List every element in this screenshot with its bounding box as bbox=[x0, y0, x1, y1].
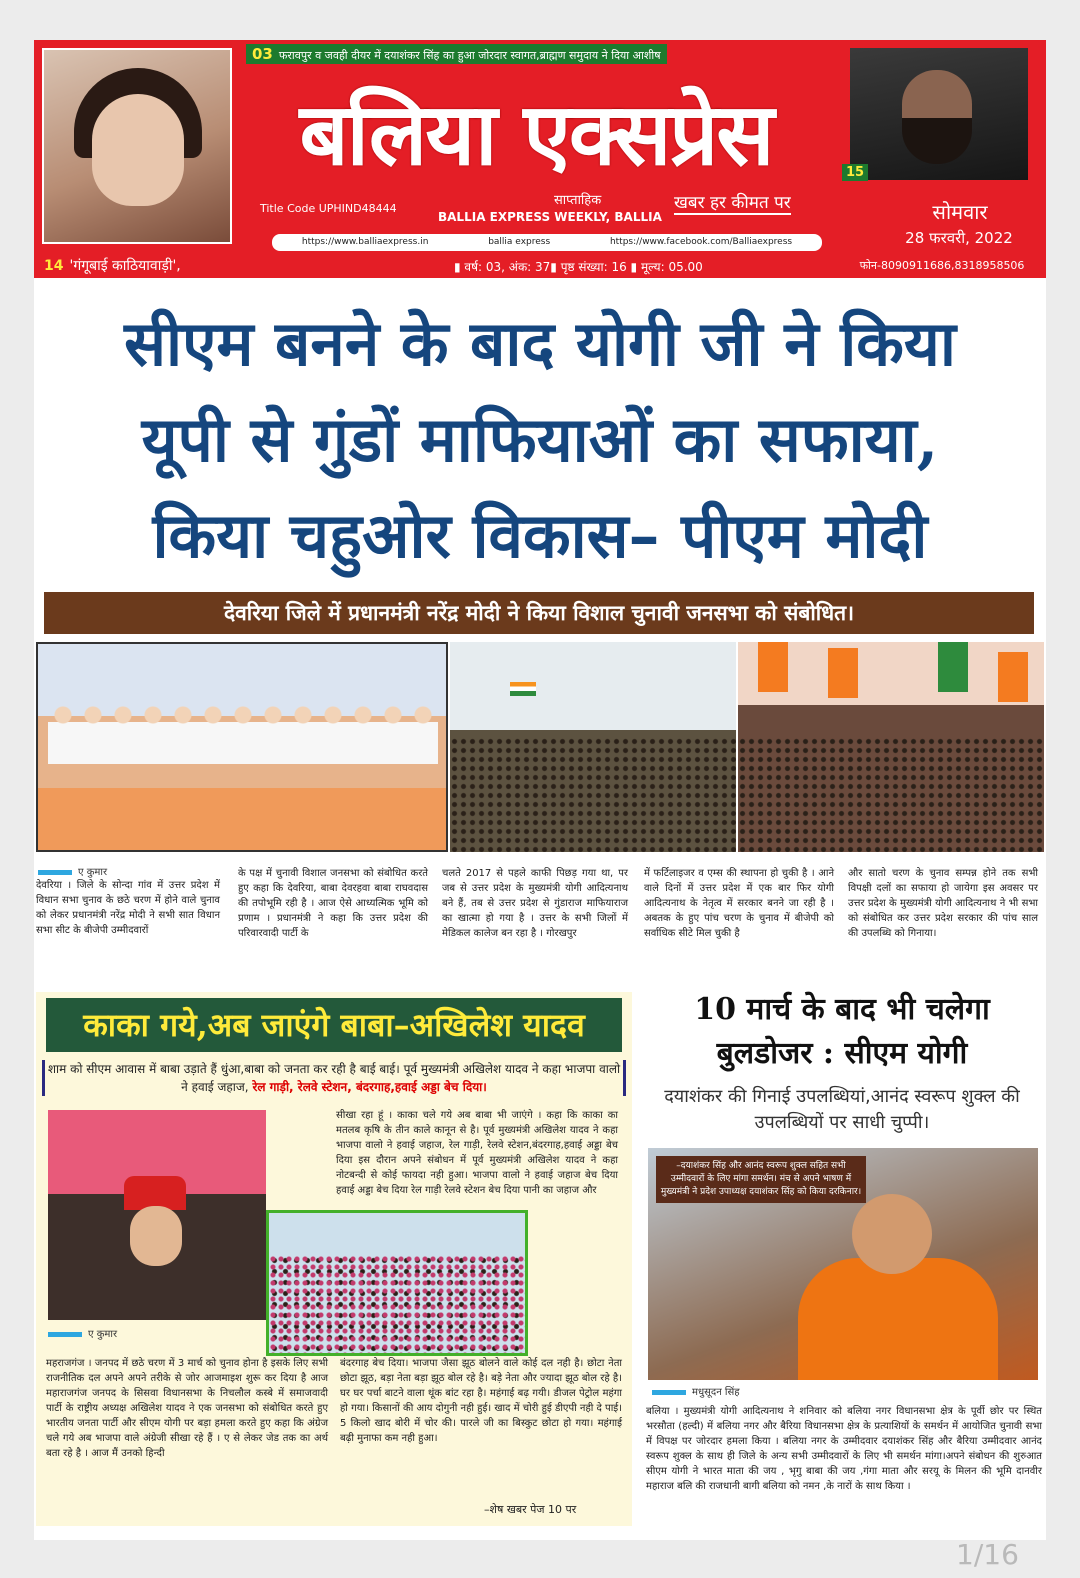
yogi-byline bbox=[652, 1384, 740, 1398]
english-name: BALLIA EXPRESS WEEKLY, BALLIA bbox=[438, 210, 662, 224]
akhilesh-column-left: महराजगंज । जनपद में छठे चरण में 3 मार्च को चुनाव होना है इसके लिए सभी राजनीतिक दल अपने अपने तरीके से जोर आजमाइश शुरू कर दिया है आज महाराजगंज जनपद के सिसवा विधानसभा के निचलौल कस्बे में समाजवादी पार्टी के राष्ट्रीय अध्यक्ष अखिलेश यादव ने एक जनसभा को संबोधित करते हुए भारतीय जनता पार्टी और सीएम योगी पर बड़ा हमला करते हुए कहा कि अंग्रेज चले गये अब भाजपा वाले अंग्रेजी सीखा रहे हैं । ए से लेकर जेड तक का अर्थ बता रहे है । आज मैं उनको हिन्दी bbox=[46, 1358, 328, 1459]
left-caption-text: 'गंगूबाई काठियावाड़ी', bbox=[69, 258, 181, 274]
phone-numbers: फोन-8090911686,8318958506 bbox=[859, 259, 1025, 272]
byline-text: ए कुमार bbox=[78, 867, 108, 878]
issue-meta: ▮ वर्ष: 03, अंक: 37▮ पृष्ठ संख्या: 16 ▮ मूल्य: 05.00 bbox=[454, 260, 703, 274]
youtube-link[interactable]: ballia express bbox=[488, 237, 551, 247]
weekly-label: साप्ताहिक bbox=[554, 193, 602, 208]
newspaper-page bbox=[34, 40, 1046, 1540]
left-page-ref: 14 bbox=[44, 258, 64, 274]
left-photo-caption[interactable] bbox=[44, 256, 181, 275]
yogi-subhead: दयाशंकर की गिनाई उपलब्धियां,आनंद स्वरूप शुक्ल की उपलब्धियों पर साधी चुप्पी। bbox=[664, 1086, 1020, 1133]
akhilesh-headline: काका गये,अब जाएंगे बाबा–अखिलेश यादव bbox=[46, 998, 622, 1052]
issue-date: 28 फरवरी, 2022 bbox=[905, 229, 1013, 247]
byline-text: मधुसूदन सिंह bbox=[692, 1387, 740, 1398]
intro-highlight: रेल गाड़ी, रेलवे स्टेशन, बंदरगाह,हवाई अड्डा बेच दिया। bbox=[252, 1080, 487, 1094]
page-indicator: 1/16 bbox=[956, 1538, 1019, 1571]
photo-note: –दयाशंकर सिंह और आनंद स्वरूप शुक्ल सहित सभी उम्मीदवारों के लिए मांगा समर्थन। मंच से अपने भाषण में मुख्यमंत्री ने प्रदेश उपाध्यक्ष दयाशंकर सिंह को किया दरकिनार। bbox=[656, 1156, 866, 1203]
right-page-ref[interactable]: 15 bbox=[842, 164, 868, 181]
akhilesh-byline bbox=[48, 1326, 117, 1340]
rally-stage-photo bbox=[36, 642, 448, 852]
actress-photo bbox=[42, 48, 232, 244]
yogi-photo bbox=[648, 1148, 1038, 1380]
title-code: Title Code UPHIND48444 bbox=[260, 202, 397, 215]
rally-crowd-photo bbox=[450, 642, 736, 852]
akhilesh-column-right: बंदरगाह बेच दिया। भाजपा जैसा झूठ बोलने वाले कोई दल नही है। छोटा नेता छोटा झूठ, बड़ा नेता बड़ा झूठ बोल रहे है। बड़े नेता और ज्यादा झूठ बोल रहे है। घर घर पर्चा बाटने वाला थूंक बांट रहा है। महंगाई बढ़ गयी। डीजल पेट्रोल महंगा हो गया। किसानों की आय दोगुनी नही हुई। खाद में चोरी हुई डीएपी नही दे पाई। 5 किलो खाद बोरी में चोर की। पारले जी का बिस्कुट छोटा हो गया। महंगाई बढ़ी मुनाफा कम नही हुआ। bbox=[340, 1358, 622, 1444]
byline-text: ए कुमार bbox=[88, 1329, 118, 1340]
website-link[interactable]: https://www.balliaexpress.in bbox=[301, 237, 429, 247]
tagline: खबर हर कीमत पर bbox=[674, 190, 791, 215]
day-label: सोमवार bbox=[932, 200, 988, 224]
lead-column: में फर्टिलाइजर व एम्स की स्थापना हो चुकी है । आने वाले दिनों में उत्तर प्रदेश में एक बार फिर योगी आदित्यनाथ के नेतृत्व में सरकार बनने जा रही है । अबतक के हुए पांच चरण के चुनाव में बीजेपी को सर्वाधिक सीटे मिल चुकी है bbox=[644, 868, 834, 939]
lead-byline bbox=[38, 864, 107, 878]
akhilesh-column-top: सीखा रहा हूं । काका चले गये अब बाबा भी जाएंगे । कहा कि काका का मतलब कृषि के तीन काले कानून से है। पूर्व मुख्यमंत्री अखिलेश यादव ने कहा भाजपा वालो ने हवाई जहाज, रेल गाड़ी, रेलवे स्टेशन,बंदरगाह,हवाई अड्डा बेच दिया इस दौरान अपने संबोधन में पूर्व मुख्यमंत्री अखिलेश यादव ने कहा नोटबन्दी से कोई फायदा नही हुआ। भाजपा वालो ने हवाई जहाज बेच दिया हवाई अड्डा बेच दिया रेल गाड़ी रेलवे स्टेशन बेच दिया पानी का जहाज और bbox=[336, 1110, 618, 1196]
headline-line: यूपी से गुंडों माफियाओं का सफाया, bbox=[141, 403, 939, 476]
akhilesh-photo bbox=[48, 1110, 266, 1320]
sp-rally-photo bbox=[266, 1210, 528, 1356]
continued-note[interactable]: –शेष खबर पेज 10 पर bbox=[484, 1503, 577, 1516]
headline-line: सीएम बनने के बाद योगी जी ने किया bbox=[124, 307, 956, 380]
supporters-photo bbox=[738, 642, 1044, 852]
lead-column: और सातो चरण के चुनाव सम्पन्न होने तक सभी विपक्षी दलों का सफाया हो जायेगा इस अवसर पर उत्तर प्रदेश के मुख्यमंत्री योगी आदित्यनाथ ने भी सभा को संबोधित कर उत्तर प्रदेश सरकार की पांच साल की उपलब्धि को गिनाया। bbox=[848, 868, 1038, 939]
facebook-link[interactable]: https://www.facebook.com/Balliaexpress bbox=[609, 237, 793, 247]
link-bar bbox=[272, 234, 822, 251]
lead-column: देवरिया । जिले के सोन्दा गांव में उत्तर प्रदेश में विधान सभा चुनाव के छठे चरण में होने वाले चुनाव को लेकर प्रधानमंत्री नरेंद्र मोदी ने सभी सात विधान सभा सीट के बीजेपी उम्मीदवारों bbox=[36, 880, 220, 936]
lead-column: चलते 2017 से पहले काफी पिछड़ गया था, पर जब से उत्तर प्रदेश के मुख्यमंत्री योगी आदित्यनाथ बने हैं, तब से उत्तर प्रदेश से गुंडाराज माफियाराज का खात्मा हो गया है । उत्तर के सभी जिलों में मेडिकल कालेज बन रहा है । गोरखपुर bbox=[442, 868, 628, 939]
yogi-body: बलिया । मुख्यमंत्री योगी आदित्यनाथ ने शनिवार को बलिया नगर विधानसभा क्षेत्र के पूर्वी छोर पर स्थित भरसौता (हल्दी) में बलिया नगर और बैरिया विधानसभा क्षेत्र के प्रत्याशियों के समर्थन में आयोजित चुनावी सभा में विपक्ष पर जोरदार हमला किया । बलिया नगर के उम्मीदवार दयाशंकर सिंह और बैरिया उम्मीदवार आनंद स्वरूप शुक्ल के साथ ही जिले के अन्य सभी उम्मीदवारों के लिए भी समर्थन मांगा।अपने संबोधन की शुरुआत सीएम योगी ने भारत माता की जय , भृगु बाबा की जय ,गंगा माता और सरयू के मिलन की भूमि दानवीर महाराज बलि की राजधानी बागी बलिया को नमन ,के नारों के साथ किया । bbox=[646, 1406, 1042, 1492]
yogi-headline bbox=[640, 988, 1044, 1076]
headline-line: 10 मार्च के बाद भी चलेगा bbox=[694, 992, 990, 1027]
top-news-text: फरावपुर व जवही दीयर में दयाशंकर सिंह का हुआ जोरदार स्वागत,ब्राह्मण समुदाय ने दिया आशीष bbox=[278, 49, 661, 62]
lead-column: के पक्ष में चुनावी विशाल जनसभा को संबोधित करते हुए कहा कि देवरिया, बाबा देवरहवा बाबा राघवदास की तपोभूमि रही है । आज ऐसे आध्यत्मिक भूमि को प्रणाम । प्रधानमंत्री ने कहा कि उत्तर प्रदेश की परिवारवादी पार्टी के bbox=[238, 868, 428, 939]
edition-number: 03 bbox=[252, 45, 273, 63]
lead-subhead: देवरिया जिले में प्रधानमंत्री नरेंद्र मोदी ने किया विशाल चुनावी जनसभा को संबोधित। bbox=[44, 592, 1034, 634]
akhilesh-intro bbox=[42, 1060, 626, 1096]
newspaper-logo: बलिया एक्सप्रेस bbox=[299, 84, 773, 185]
lead-headline bbox=[34, 296, 1046, 584]
cricketer-photo bbox=[850, 48, 1028, 180]
akhilesh-story bbox=[36, 992, 632, 1526]
intro-text: शाम को सीएम आवास में बाबा उड़ाते हैं धुंआ,बाबा को जनता कर रही है बाई बाई। पूर्व मुख्यमंत्री अखिलेश यादव ने कहा भाजपा वालो ने हवाई जहाज, bbox=[47, 1062, 621, 1094]
headline-line: बुलडोजर : सीएम योगी bbox=[716, 1036, 968, 1071]
top-news-strip[interactable] bbox=[246, 44, 667, 64]
headline-line: किया चहुओर विकास– पीएम मोदी bbox=[152, 499, 928, 572]
masthead bbox=[34, 40, 1046, 278]
